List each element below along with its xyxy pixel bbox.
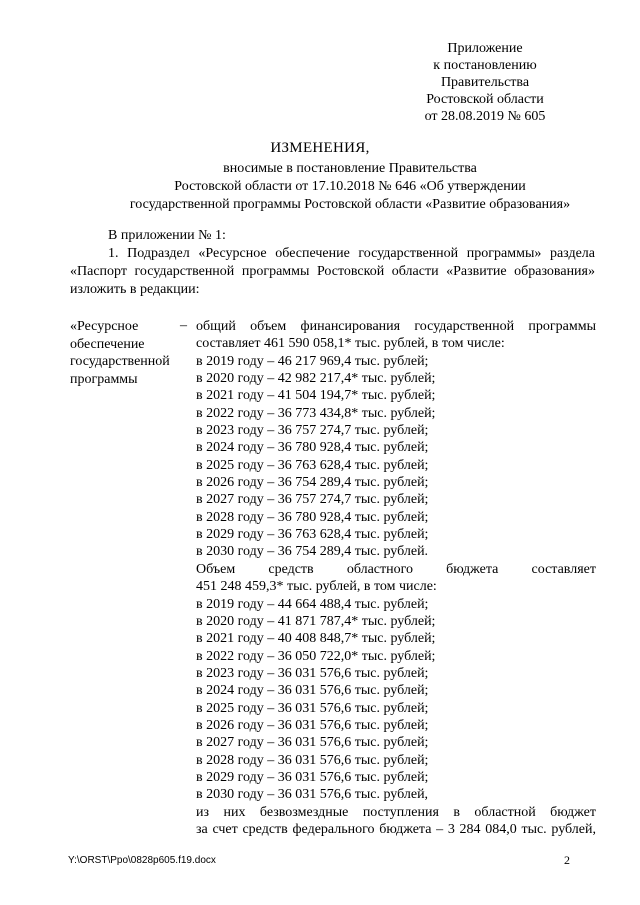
dash-separator: – — [180, 318, 187, 333]
intro-text: В приложении № 1: — [108, 228, 226, 243]
detail-line: в 2023 году – 36 031 576,6 тыс. рублей; — [196, 665, 429, 681]
label-line: «Ресурсное — [70, 319, 139, 334]
detail-line: в 2019 году – 44 664 488,4 тыс. рублей; — [196, 596, 429, 612]
appendix-line: Приложение — [447, 41, 523, 56]
appendix-line: от 28.08.2019 № 605 — [424, 109, 546, 124]
detail-line: Объем средств областного бюджета составляет — [196, 561, 596, 577]
appendix-line: Ростовской области — [426, 92, 544, 107]
detail-line: в 2029 году – 36 031 576,6 тыс. рублей; — [196, 769, 429, 785]
document-subtitle — [90, 160, 610, 214]
subtitle-line: вносимые в постановление Правительства — [223, 161, 477, 176]
detail-line: в 2019 году – 46 217 969,4 тыс. рублей; — [196, 353, 429, 369]
detail-line: за счет средств федерального бюджета – 3 284 084,0 тыс. рублей, — [196, 821, 596, 837]
subtitle-line: Ростовской области от 17.10.2018 № 646 «Об утверждении — [174, 179, 526, 194]
label-line: программы — [70, 371, 138, 387]
detail-line: в 2030 году – 36 754 289,4 тыс. рублей. — [196, 544, 429, 560]
detail-line: в 2027 году – 36 031 576,6 тыс. рублей; — [196, 735, 429, 751]
detail-line: общий объем финансирования государственной программы — [196, 319, 596, 334]
detail-line: в 2022 году – 36 050 722,0* тыс. рублей; — [196, 648, 436, 664]
detail-line: в 2026 году – 36 754 289,4 тыс. рублей; — [196, 475, 429, 491]
detail-line: в 2021 году – 41 504 194,7* тыс. рублей; — [196, 388, 436, 404]
detail-line: в 2025 году – 36 763 628,4 тыс. рублей; — [196, 457, 429, 473]
detail-line: в 2020 году – 41 871 787,4* тыс. рублей; — [196, 613, 436, 629]
appendix-header — [405, 40, 565, 125]
page-number: 2 — [564, 853, 570, 867]
detail-line: в 2025 году – 36 031 576,6 тыс. рублей; — [196, 700, 429, 716]
detail-line: составляет 461 590 058,1* тыс. рублей, в том числе: — [196, 336, 505, 352]
resource-label — [70, 318, 180, 388]
document-title: ИЗМЕНЕНИЯ, — [270, 140, 370, 156]
label-line: государственной — [70, 354, 170, 369]
detail-line: в 2021 году – 40 408 848,7* тыс. рублей; — [196, 631, 436, 647]
detail-line: в 2028 году – 36 031 576,6 тыс. рублей; — [196, 752, 429, 768]
detail-line: в 2026 году – 36 031 576,6 тыс. рублей; — [196, 717, 429, 733]
resource-details — [196, 318, 596, 838]
appendix-line: к постановлению — [433, 58, 537, 73]
file-path: Y:\ORST\Ppo\0828p605.f19.docx — [68, 855, 216, 866]
detail-line: в 2024 году – 36 031 576,6 тыс. рублей; — [196, 683, 429, 699]
detail-line: в 2020 году – 42 982 217,4* тыс. рублей; — [196, 371, 436, 387]
detail-line: в 2028 году – 36 780 928,4 тыс. рублей; — [196, 509, 429, 525]
paragraph-1: 1. Подраздел «Ресурсное обеспечение государственной программы» раздела «Паспорт государственной программы Ростовской области «Развитие образования» изложить в редакции: — [70, 246, 595, 297]
detail-line: в 2023 году – 36 757 274,7 тыс. рублей; — [196, 423, 429, 439]
appendix-line: Правительства — [440, 75, 530, 90]
detail-line: в 2030 году – 36 031 576,6 тыс. рублей, — [196, 787, 429, 803]
detail-line: в 2022 году – 36 773 434,8* тыс. рублей; — [196, 405, 436, 421]
detail-line: 451 248 459,3* тыс. рублей, в том числе: — [196, 579, 437, 595]
detail-line: из них безвозмездные поступления в областной бюджет — [196, 804, 596, 820]
detail-line: в 2029 году – 36 763 628,4 тыс. рублей; — [196, 527, 429, 543]
label-line: обеспечение — [70, 336, 145, 352]
detail-line: в 2027 году – 36 757 274,7 тыс. рублей; — [196, 492, 429, 508]
detail-line: в 2024 году – 36 780 928,4 тыс. рублей; — [196, 440, 429, 456]
subtitle-line: государственной программы Ростовской области «Развитие образования» — [129, 197, 571, 212]
